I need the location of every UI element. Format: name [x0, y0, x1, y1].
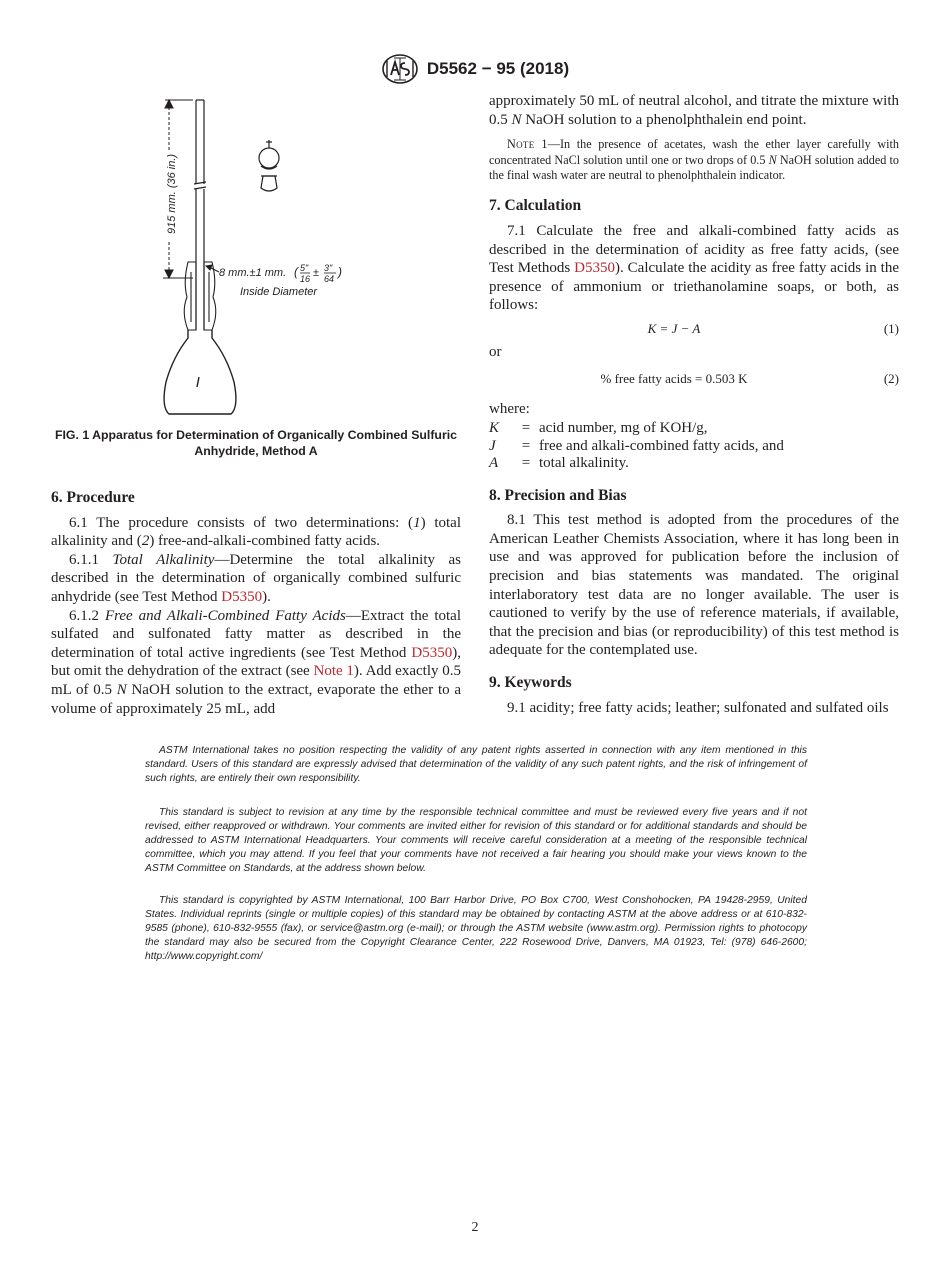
page-number: 2	[471, 1220, 479, 1235]
fraction-2-numerator: 3"	[324, 263, 333, 273]
bulb-stopper	[259, 140, 279, 191]
equation-1	[489, 317, 899, 341]
patent-notice	[145, 744, 807, 786]
fraction-1-denominator: 16	[300, 274, 311, 284]
variable-symbol: A	[489, 455, 499, 472]
section-7-heading: 7. Calculation	[489, 197, 582, 215]
text: NaOH solution to a phenolphthalein end point.	[521, 111, 807, 128]
text: Free and Alkali-Combined Fatty Acids	[104, 607, 346, 624]
variable-definition: acid number, mg of KOH/g,	[539, 420, 708, 437]
left-column	[51, 92, 461, 718]
text: ) total alkalinity and (	[51, 514, 462, 550]
ref-d5350-link[interactable]: D5350	[411, 644, 453, 661]
text: N	[511, 111, 522, 128]
text: —In the presence of acetates, wash the ether layer carefully with concentrated NaCl solution until one or two drops of 0.5	[489, 137, 899, 167]
ref-d5350-link[interactable]: D5350	[574, 260, 615, 277]
text: —Determine the total alkalinity as described in the determination of organically combined sulfuric anhydride (see Test Method	[51, 551, 462, 605]
paragraph-6-1-2-continued	[489, 92, 899, 129]
page-header	[0, 52, 950, 86]
text: 6.1.1	[69, 551, 113, 568]
plus-minus: ±	[313, 267, 320, 279]
or-text: or	[489, 343, 502, 360]
text: N	[768, 152, 777, 167]
equation-1-body: K = J − A	[647, 320, 701, 336]
text: 6.1 The procedure consists of two determinations: (	[69, 514, 414, 531]
text: approximately 50 mL of neutral alcohol, and titrate the mixture with 0.5	[489, 93, 899, 128]
text: Total Alkalinity	[112, 551, 215, 568]
equation-2-body: % free fatty acids = 0.503 K	[600, 371, 748, 387]
paren-close: )	[338, 265, 342, 279]
height-dimension-label: 915 mm. (36 in.)	[166, 153, 178, 234]
section-9-heading: 9. Keywords	[489, 674, 572, 691]
paragraph-6-1	[51, 514, 461, 551]
definition-row	[489, 455, 899, 473]
text: N	[116, 681, 127, 698]
section-6-heading: 6. Procedure	[51, 489, 135, 506]
diameter-label: 8 mm.±1 mm.	[219, 267, 287, 279]
note-1	[489, 137, 899, 183]
revision-notice	[145, 806, 807, 876]
definition-row	[489, 438, 899, 456]
variable-symbol: J	[489, 437, 496, 454]
equals-sign: =	[521, 455, 531, 472]
paragraph-7-1	[489, 222, 899, 315]
equals-sign: =	[521, 437, 531, 454]
copyright-notice	[145, 894, 807, 964]
inside-diameter-label: Inside Diameter	[240, 286, 318, 298]
ref-d5350-link[interactable]: D5350	[221, 588, 263, 605]
text: ), but omit the dehydration of the extract (see	[51, 644, 461, 680]
text: NaOH solution to the extract, evaporate the ether to a volume of approximately 25 mL, add	[51, 681, 461, 717]
text: 1	[413, 514, 421, 531]
definition-row	[489, 420, 899, 438]
text: 6.1.2	[69, 607, 105, 624]
where-text: where:	[489, 400, 530, 417]
ref-note-1-link[interactable]: Note 1	[313, 663, 354, 680]
copyright-notice-text: This standard is copyrighted by ASTM International, 100 Barr Harbor Drive, PO Box C700, West Conshohocken, PA 19428-2959, United States. Individual reprints (single or multiple copies) of this standard may be obtained by contacting ASTM at the above address or at 610-832-9585 (phone), 610-832-9555 (fax), or service@astm.org (e-mail); or through the ASTM website (www.astm.org). Permission rights to photocopy the standard may also be secured from the Copyright Clearance Center, 222 Rosewood Drive, Danvers, MA 01923, Tel: (978) 646-2600; http://www.copyright.com/	[145, 895, 807, 962]
variable-definition: free and alkali-combined fatty acids, and	[539, 437, 784, 454]
revision-notice-text: This standard is subject to revision at any time by the responsible technical committee and must be reviewed every five years and if not revised, either reapproved or withdrawn. Your comments are invited either for revision of this standard or for additional standards and should be addressed to ASTM International Headquarters. Your comments will receive careful consideration at a meeting of the responsible technical committee, which you may attend. If you feel that your comments have not received a fair hearing you should make your views known to the ASTM Committee on Standards, at the address shown below.	[145, 807, 807, 874]
text: 7.1 Calculate the free and alkali-combined fatty acids as described in the determination of acidity as free fatty acids, (see Test Methods	[489, 223, 899, 277]
figure-1	[51, 92, 461, 422]
text: ).	[262, 588, 271, 605]
equals-sign: =	[521, 420, 531, 437]
text: —Extract the total sulfated and sulfonated fatty matter as described in the determination of total active ingredients (see Test Method	[51, 607, 461, 661]
astm-logo-icon	[381, 53, 419, 85]
paragraph-9-1: 9.1 acidity; free fatty acids; leather; sulfonated and sulfated oils	[507, 699, 889, 716]
note-label: Note 1	[507, 137, 548, 152]
equation-2	[489, 368, 899, 392]
text: ). Add exactly 0.5 mL of 0.5	[51, 663, 461, 698]
variable-definitions	[489, 420, 899, 473]
paragraph-8-1: 8.1 This test method is adopted from the procedures of the American Leather Chemists Association, where it has long been in use and was approved for publication before the inclusion of precision and bias statements was mandated. The original interlaboratory test data are no longer available. The user is cautioned to verify by the use of reference materials, if available, that the precision and bias (or reproducibility) of this test method is adequate for the contemplated use.	[489, 512, 899, 659]
section-8-heading: 8. Precision and Bias	[489, 486, 627, 504]
equation-1-number: (1)	[883, 320, 899, 336]
text: 2	[141, 533, 150, 550]
paren-open: (	[294, 265, 298, 279]
variable-symbol: K	[489, 420, 500, 437]
apparatus-diagram	[51, 92, 461, 422]
right-column	[489, 92, 899, 717]
equation-2-number: (2)	[883, 371, 899, 387]
figure-caption: FIG. 1 Apparatus for Determination of Organically Combined Sulfuric Anhydride, Method A	[55, 428, 457, 458]
document-designation: D5562 − 95 (2018)	[426, 59, 570, 78]
text: NaOH solution added to the final wash water are neutral to phenolphthalein indicator.	[489, 152, 899, 182]
text: ) free-and-alkali-combined fatty acids.	[149, 533, 381, 550]
variable-definition: total alkalinity.	[539, 455, 629, 472]
rubber-stopper	[184, 262, 216, 330]
fraction-2-denominator: 64	[324, 274, 335, 284]
paragraph-6-1-1	[51, 551, 461, 607]
flask	[164, 330, 236, 414]
paragraph-6-1-2	[51, 607, 461, 719]
fraction-1-numerator: 5"	[300, 263, 309, 273]
text: ). Calculate the acidity as free fatty acids in the presence of ammonium or triethanolamine soaps, or both, as follows:	[489, 260, 899, 314]
patent-notice-text: ASTM International takes no position respecting the validity of any patent rights asserted in connection with any item mentioned in this standard. Users of this standard are expressly advised that determination of the validity of any such patent rights, and the risk of infringement of such rights, are entirely their own responsibility.	[145, 745, 807, 784]
